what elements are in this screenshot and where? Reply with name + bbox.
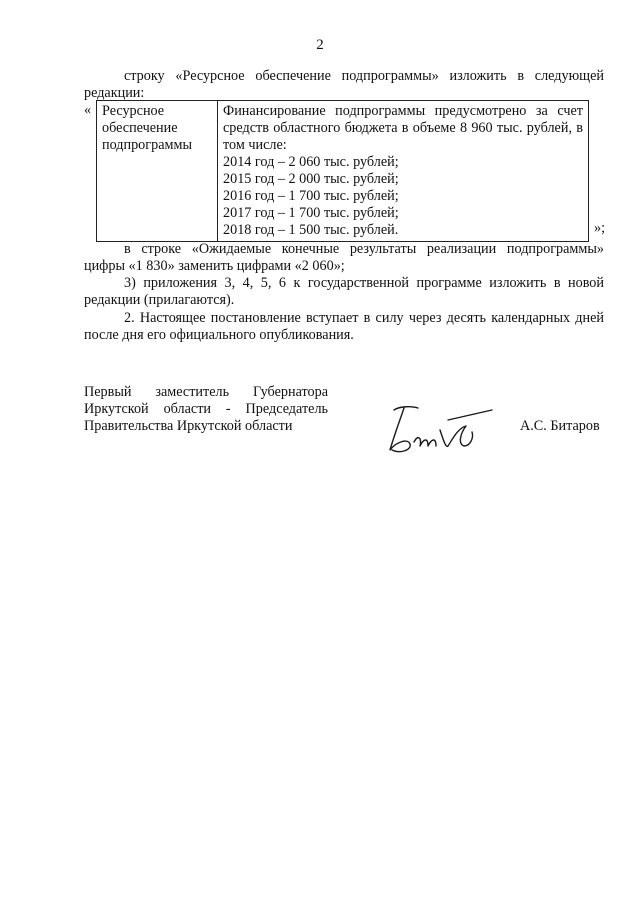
closing-quote-mark: »; — [594, 220, 606, 236]
financing-year-2016: 2016 год – 1 700 тыс. рублей; — [223, 188, 399, 204]
financing-year-2014: 2014 год – 2 060 тыс. рублей; — [223, 154, 399, 170]
financing-year-2017: 2017 год – 1 700 тыс. рублей; — [223, 205, 399, 221]
signatory-title-line: Иркутской области - Председатель — [84, 401, 328, 417]
row-content-cell — [218, 101, 589, 242]
row-label-cell — [97, 101, 218, 242]
row-label-line: подпрограммы — [102, 137, 192, 153]
row-label-line: Ресурсное — [102, 103, 165, 119]
resource-provision-table — [96, 100, 589, 242]
handwritten-signature — [378, 398, 498, 458]
page-number: 2 — [316, 37, 324, 53]
table-row — [97, 101, 589, 242]
signatory-title — [84, 384, 328, 435]
appendices-paragraph: 3) приложения 3, 4, 5, 6 к государственной программе изложить в новой редакции (прилагаются). — [84, 275, 604, 308]
signatory-title-line: Правительства Иркутской области — [84, 418, 293, 434]
row-label-line: обеспечение — [102, 120, 178, 136]
effective-date-paragraph: 2. Настоящее постановление вступает в силу через десять календарных дней после дня его официального опубликования. — [84, 310, 604, 343]
signer-name: А.С. Битаров — [520, 418, 600, 434]
signatory-title-line: Первый заместитель Губернатора — [84, 384, 328, 400]
intro-paragraph: строку «Ресурсное обеспечение подпрограммы» изложить в следующей редакции: — [84, 68, 604, 101]
expected-results-paragraph: в строке «Ожидаемые конечные результаты реализации подпрограммы» цифры «1 830» заменить цифрами «2 060»; — [84, 241, 604, 274]
financing-year-2015: 2015 год – 2 000 тыс. рублей; — [223, 171, 399, 187]
opening-quote-mark: « — [84, 102, 92, 118]
financing-year-2018: 2018 год – 1 500 тыс. рублей. — [223, 222, 399, 238]
financing-intro: Финансирование подпрограммы предусмотрено за счет средств областного бюджета в объеме 8 960 тыс. рублей, в том числе: — [223, 103, 583, 153]
